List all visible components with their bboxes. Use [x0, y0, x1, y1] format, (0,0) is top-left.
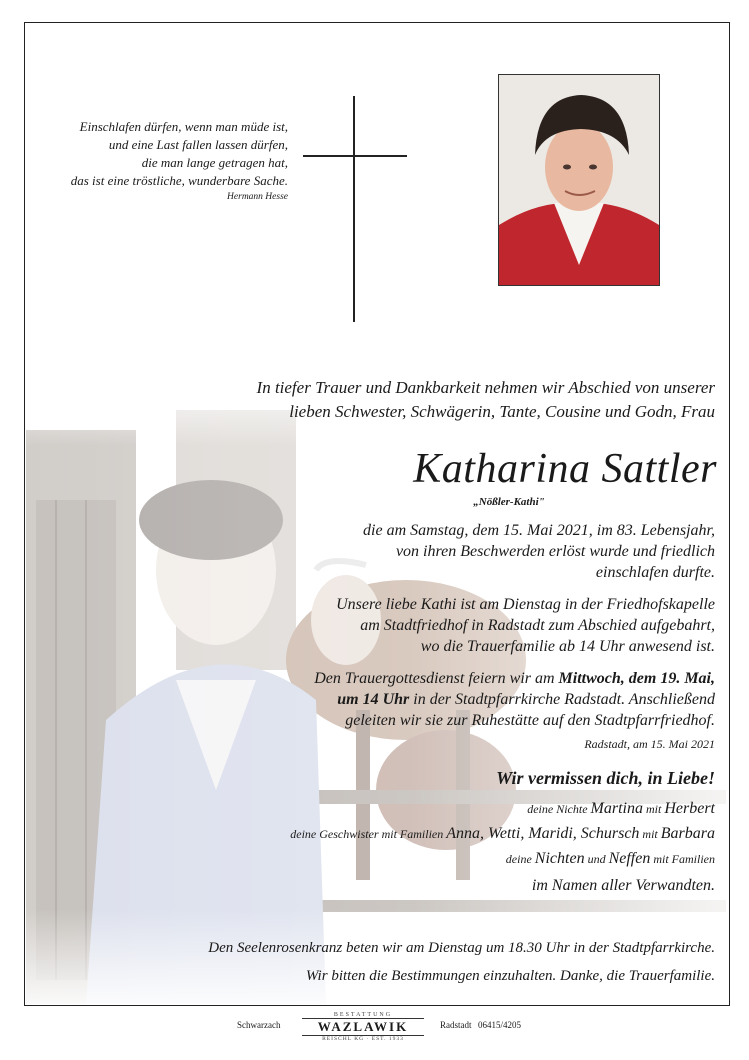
text-segment: und	[584, 852, 609, 866]
paragraph-death	[200, 520, 715, 583]
logo-top: BESTATTUNG	[333, 1012, 393, 1018]
quote-line: und eine Last fallen lassen dürfen,	[108, 137, 288, 152]
cross-icon-bar	[303, 155, 407, 157]
intro-line: In tiefer Trauer und Dankbarkeit nehmen wir Abschied von unserer	[256, 378, 715, 397]
text-line: geleiten wir sie zur Ruhestätte auf den Stadtpfarrfriedhof.	[345, 712, 715, 729]
text-segment: mit	[639, 827, 661, 841]
paragraph-service	[200, 668, 715, 731]
quote-line: die man lange getragen hat,	[141, 155, 288, 170]
text-segment: deine Geschwister mit Familien	[290, 827, 447, 841]
intro-line: lieben Schwester, Schwägerin, Tante, Cousine und Godn, Frau	[289, 402, 715, 421]
undertaker-logo	[302, 1012, 424, 1042]
service-time: um 14 Uhr	[337, 691, 410, 708]
family-note: Wir bitten die Bestimmungen einzuhalten. Danke, die Trauerfamilie.	[305, 968, 715, 984]
undertaker-phone: 06415/4205	[478, 1020, 522, 1030]
deceased-name: Katharina Sattler	[413, 446, 717, 492]
text-segment: deine Nichte	[527, 802, 591, 816]
paragraph-viewing	[200, 594, 715, 657]
logo-sub: REISCHL KG · EST. 1933	[322, 1036, 404, 1042]
quote-block	[30, 118, 288, 204]
quote-author: Hermann Hesse	[227, 192, 288, 202]
deceased-nickname: „Nößler-Kathi"	[473, 496, 545, 508]
text-segment: mit Familien	[650, 852, 715, 866]
intro-text	[150, 376, 715, 424]
text-line	[200, 668, 715, 689]
text-line	[200, 689, 715, 710]
text-line: am Stadtfriedhof in Radstadt zum Abschied aufgebahrt,	[360, 617, 715, 634]
mourner-name: Neffen	[608, 850, 651, 867]
undertaker-footer	[0, 1012, 749, 1048]
text-segment: in der Stadtpfarrkirche Radstadt. Anschließend	[409, 691, 715, 708]
text-line: wo die Trauerfamilie ab 14 Uhr anwesend ist.	[420, 638, 715, 655]
mourner-line	[200, 825, 715, 843]
cross-icon	[353, 96, 355, 322]
quote-line: das ist eine tröstliche, wunderbare Sache.	[70, 173, 288, 188]
mourner-line	[200, 850, 715, 868]
place-date: Radstadt, am 15. Mai 2021	[584, 737, 715, 751]
text-line: von ihren Beschwerden erlöst wurde und friedlich	[395, 543, 715, 560]
mourner-line	[200, 800, 715, 818]
mourner-name: Barbara	[660, 825, 715, 842]
text-line: einschlafen durfte.	[595, 564, 715, 581]
portrait-photo	[498, 74, 660, 286]
quote-line: Einschlafen dürfen, wenn man müde ist,	[79, 119, 288, 134]
text-segment: deine	[505, 852, 535, 866]
mourner-name: Martina	[590, 800, 643, 817]
logo-main: WAZLAWIK	[302, 1018, 424, 1036]
text-segment: mit	[643, 802, 665, 816]
rosary-note: Den Seelenrosenkranz beten wir am Dienstag um 18.30 Uhr in der Stadtpfarrkirche.	[208, 940, 715, 956]
undertaker-location-left: Schwarzach	[237, 1020, 281, 1030]
mourner-name: Anna, Wetti, Maridi, Schursch	[446, 825, 640, 842]
text-line: Unsere liebe Kathi ist am Dienstag in der Friedhofskapelle	[336, 596, 715, 613]
text-line: die am Samstag, dem 15. Mai 2021, im 83. Lebensjahr,	[363, 522, 715, 539]
service-date: Mittwoch, dem 19. Mai,	[558, 670, 715, 687]
closing-line: Wir vermissen dich, in Liebe!	[496, 768, 715, 788]
mourner-line: im Namen aller Verwandten.	[531, 877, 715, 894]
undertaker-location-right: Radstadt	[440, 1020, 472, 1030]
text-segment: Den Trauergottesdienst feiern wir am	[314, 670, 559, 687]
mourner-name: Nichten	[534, 850, 585, 867]
mourner-name: Herbert	[664, 800, 715, 817]
